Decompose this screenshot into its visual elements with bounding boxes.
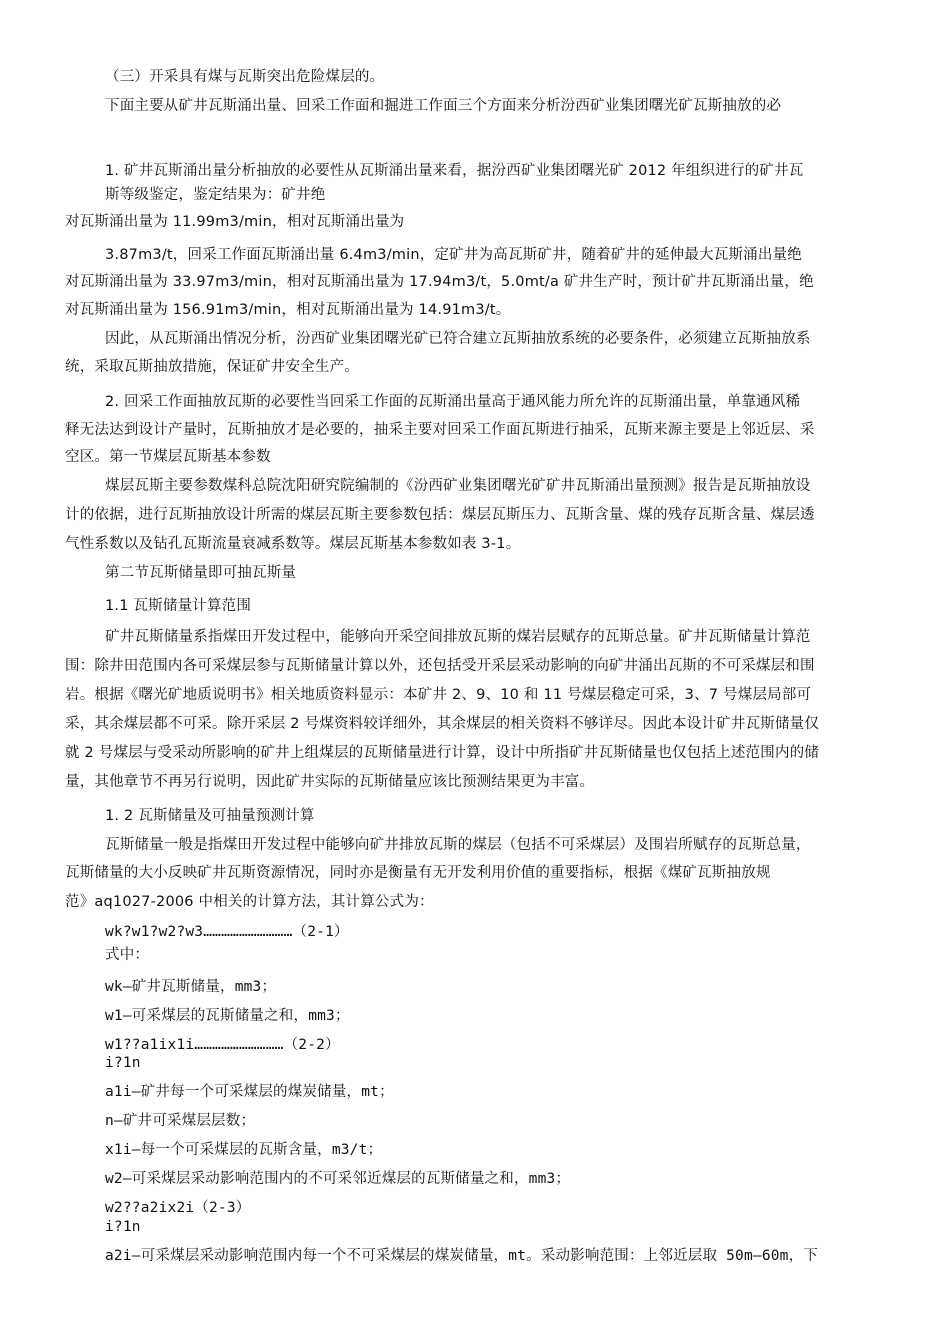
- text-line: 范》aq1027-2006 中相关的计算方法，其计算公式为：: [65, 894, 434, 910]
- text-line: 气性系数以及钻孔瓦斯流量衰减系数等。煤层瓦斯基本参数如表 3-1。: [65, 536, 521, 552]
- subsection-heading: 1.1 瓦斯储量计算范围: [105, 598, 252, 614]
- definition-line: n—矿井可采煤层层数；: [105, 1113, 256, 1129]
- text-line: 1. 矿井瓦斯涌出量分析抽放的必要性从瓦斯涌出量来看，据汾西矿业集团曙光矿 2012 年组织进行的矿井瓦: [105, 163, 804, 179]
- text-line: 采，其余煤层都不可采。除开采层 2 号煤资料较详细外，其余煤层的相关资料不够详尽。因此本设计矿井瓦斯储量仅: [65, 716, 820, 732]
- definition-line: x1i—每一个可采煤层的瓦斯含量，m3/t；: [105, 1142, 383, 1158]
- definition-line: a2i—可采煤层采动影响范围内每一个不可采煤层的煤炭储量，mt。采动影响范围：上邻近层取 50m—60m，下: [105, 1248, 819, 1264]
- formula-line: wk?w1?w2?w3…………………………（2-1）: [105, 924, 349, 940]
- text-line: 式中：: [105, 947, 150, 963]
- subsection-heading: 1. 2 瓦斯储量及可抽量预测计算: [105, 808, 315, 824]
- text-line: 计的依据，进行瓦斯抽放设计所需的煤层瓦斯主要参数包括：煤层瓦斯压力、瓦斯含量、煤的残存瓦斯含量、煤层透: [65, 507, 815, 523]
- text-line: 斯等级鉴定，鉴定结果为：矿井绝: [105, 187, 326, 203]
- formula-line: i?1n: [105, 1055, 141, 1071]
- text-line: 对瓦斯涌出量为 11.99m3/min，相对瓦斯涌出量为: [65, 214, 405, 230]
- text-line: 就 2 号煤层与受采动所影响的矿井上组煤层的瓦斯储量进行计算，设计中所指矿井瓦斯储量也仅包括上述范围内的储: [65, 745, 820, 761]
- text-line: 下面主要从矿井瓦斯涌出量、回采工作面和掘进工作面三个方面来分析汾西矿业集团曙光矿瓦斯抽放的必: [105, 98, 782, 114]
- text-line: 对瓦斯涌出量为 156.91m3/min，相对瓦斯涌出量为 14.91m3/t。: [65, 302, 511, 318]
- text-line: 2. 回采工作面抽放瓦斯的必要性当回采工作面的瓦斯涌出量高于通风能力所允许的瓦斯涌出量，单靠通风稀: [105, 394, 801, 410]
- formula-line: w1??a1ix1i…………………………（2-2）: [105, 1037, 340, 1053]
- text-line: 矿井瓦斯储量系指煤田开发过程中，能够向开采空间排放瓦斯的煤岩层赋存的瓦斯总量。矿井瓦斯储量计算范: [105, 629, 811, 645]
- text-line: 统，采取瓦斯抽放措施，保证矿井安全生产。: [65, 359, 359, 375]
- text-line: 量，其他章节不再另行说明，因此矿井实际的瓦斯储量应该比预测结果更为丰富。: [65, 774, 595, 790]
- text-line: 煤层瓦斯主要参数煤科总院沈阳研究院编制的《汾西矿业集团曙光矿矿井瓦斯涌出量预测》报告是瓦斯抽放设: [105, 478, 811, 494]
- formula-line: i?1n: [105, 1219, 141, 1235]
- text-line: 围：除井田范围内各可采煤层参与瓦斯储量计算以外，还包括受开采层采动影响的向矿井涌出瓦斯的不可采煤层和围: [65, 658, 815, 674]
- section-heading: 空区。第一节煤层瓦斯基本参数: [65, 449, 271, 465]
- section-heading: 第二节瓦斯储量即可抽瓦斯量: [105, 565, 297, 581]
- text-line: （三）开采具有煤与瓦斯突出危险煤层的。: [105, 69, 385, 85]
- text-line: 对瓦斯涌出量为 33.97m3/min，相对瓦斯涌出量为 17.94m3/t，5.0mt/a 矿井生产时，预计矿井瓦斯涌出量，绝: [65, 274, 814, 290]
- text-line: 因此，从瓦斯涌出情况分析，汾西矿业集团曙光矿已符合建立瓦斯抽放系统的必要条件，必须建立瓦斯抽放系: [105, 331, 811, 347]
- text-line: 瓦斯储量一般是指煤田开发过程中能够向矿井排放瓦斯的煤层（包括不可采煤层）及围岩所赋存的瓦斯总量，: [105, 837, 811, 853]
- text-line: 岩。根据《曙光矿地质说明书》相关地质资料显示：本矿井 2、9、10 和 11 号煤层稳定可采，3、7 号煤层局部可: [65, 687, 812, 703]
- definition-line: a1i—矿井每一个可采煤层的煤炭储量，mt；: [105, 1084, 394, 1100]
- definition-line: w1—可采煤层的瓦斯储量之和，mm3；: [105, 1008, 350, 1024]
- text-line: 瓦斯储量的大小反映矿井瓦斯资源情况，同时亦是衡量有无开发利用价值的重要指标，根据《煤矿瓦斯抽放规: [65, 865, 771, 881]
- text-line: 3.87m3/t，回采工作面瓦斯涌出量 6.4m3/min，定矿井为高瓦斯矿井，随着矿井的延伸最大瓦斯涌出量绝: [105, 247, 802, 263]
- text-line: 释无法达到设计产量时，瓦斯抽放才是必要的，抽采主要对回采工作面瓦斯进行抽采，瓦斯来源主要是上邻近层、采: [65, 422, 815, 438]
- definition-line: wk—矿井瓦斯储量，mm3；: [105, 979, 277, 995]
- definition-line: w2—可采煤层采动影响范围内的不可采邻近煤层的瓦斯储量之和，mm3；: [105, 1171, 571, 1187]
- formula-line: w2??a2ix2i（2-3）: [105, 1200, 251, 1216]
